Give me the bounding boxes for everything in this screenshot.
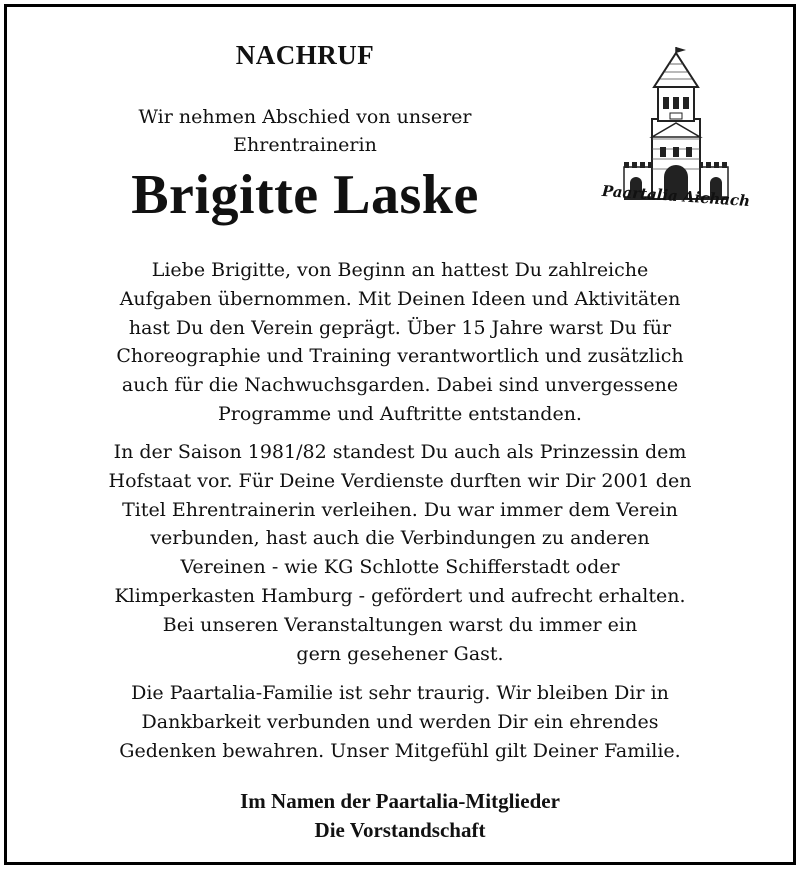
text-line: Hofstaat vor. Für Deine Verdienste durften wir Dir 2001 den <box>108 469 692 492</box>
signature <box>0 787 800 845</box>
text-line: Bei unseren Veranstaltungen warst du immer ein <box>162 613 638 636</box>
logo-text: Paartalia Aichach <box>601 181 751 211</box>
text-line: auch für die Nachwuchsgarden. Dabei sind unvergessene <box>121 374 679 397</box>
text-line: Dankbarkeit verbunden und werden Dir ein ehrendes <box>141 710 659 733</box>
text-line: Liebe Brigitte, von Beginn an hattest Du zahlreiche <box>151 259 649 281</box>
intro-line: Ehrentrainerin <box>233 134 377 156</box>
paragraph-2 <box>20 438 780 668</box>
text-line: Aufgaben übernommen. Mit Deinen Ideen und Aktivitäten <box>119 287 681 310</box>
text-line: Die Paartalia-Familie ist sehr traurig. Wir bleiben Dir in <box>131 682 669 704</box>
text-line: Klimperkasten Hamburg - gefördert und aufrecht erhalten. <box>114 584 686 607</box>
text-line: Gedenken bewahren. Unser Mitgefühl gilt Deiner Familie. <box>119 739 681 762</box>
text-line: hast Du den Verein geprägt. Über 15 Jahre warst Du für <box>128 316 672 339</box>
signature-line: Die Vorstandschaft <box>314 818 486 842</box>
intro-text <box>0 103 610 159</box>
deceased-name: Brigitte Laske <box>131 164 479 226</box>
signature-line: Im Namen der Paartalia-Mitglieder <box>240 789 560 813</box>
obituary-heading: NACHRUF <box>235 40 375 70</box>
paragraph-1 <box>20 256 780 429</box>
text-line: Titel Ehrentrainerin verleihen. Du war immer dem Verein <box>122 498 678 521</box>
text-line: Programme und Auftritte entstanden. <box>218 402 582 425</box>
text-line: Choreographie und Training verantwortlich und zusätzlich <box>116 345 684 368</box>
text-line: Vereinen - wie KG Schlotte Schifferstadt oder <box>180 556 620 579</box>
club-logo <box>586 47 766 222</box>
intro-line: Wir nehmen Abschied von unserer <box>138 106 472 128</box>
text-line: gern gesehener Gast. <box>296 642 504 665</box>
text-line: verbunden, hast auch die Verbindungen zu anderen <box>150 527 650 550</box>
text-line: In der Saison 1981/82 standest Du auch als Prinzessin dem <box>113 441 687 463</box>
paragraph-3 <box>20 679 780 765</box>
